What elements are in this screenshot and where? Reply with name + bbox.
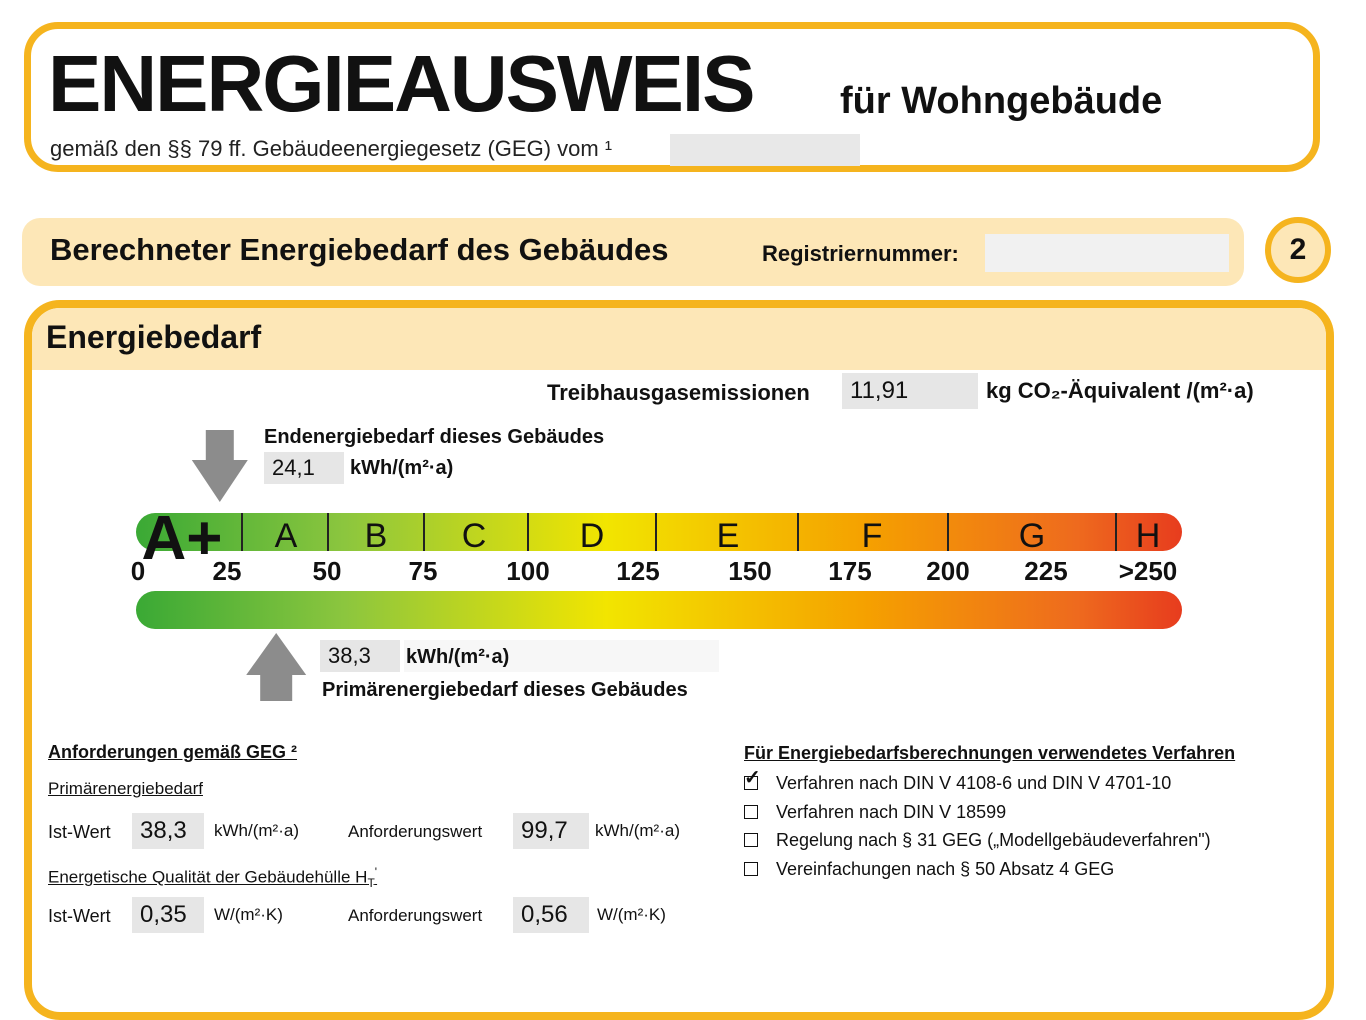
method-item[interactable] — [744, 767, 1172, 793]
ist-hull-unit: W/(m²·K) — [214, 905, 283, 924]
scale-gradient-bar — [136, 591, 1182, 629]
checkbox-icon[interactable] — [744, 862, 758, 876]
scale-class-label: H — [1135, 517, 1161, 555]
end-energy-label: Endenergiebedarf dieses Gebäudes — [264, 426, 605, 448]
legal-basis-text: gemäß den §§ 79 ff. Gebäudeenergiegesetz (GEG) vom ¹ — [50, 136, 613, 161]
requirements-heading: Anforderungen gemäß GEG ² — [48, 742, 298, 762]
ist-primary-unit: kWh/(m²·a) — [214, 821, 299, 840]
ist-hull-value: 0,35 — [132, 897, 204, 933]
method-label: Verfahren nach DIN V 4108-6 und DIN V 4701-10 — [776, 773, 1172, 793]
scale-tick-label: 175 — [828, 556, 872, 586]
scale-class-label: F — [861, 517, 883, 555]
document-subtitle: für Wohngebäude — [840, 80, 1163, 122]
issue-date-field[interactable] — [670, 134, 860, 166]
registration-label: Registriernummer: — [762, 241, 959, 266]
emissions-value: 11,91 — [842, 373, 978, 409]
anf-primary-unit: kWh/(m²·a) — [595, 821, 680, 840]
section-title: Berechneter Energiebedarf des Gebäudes — [50, 232, 669, 267]
primary-energy-unit: kWh/(m²·a) — [406, 646, 510, 668]
scale-tick-label: 100 — [506, 556, 550, 586]
scale-class-label: A+ — [141, 504, 223, 573]
method-item[interactable] — [744, 803, 1006, 821]
registration-number-field[interactable] — [985, 234, 1229, 272]
checkbox-icon[interactable] — [744, 833, 758, 847]
anf-primary-label: Anforderungswert — [348, 822, 483, 841]
scale-class-label: E — [716, 517, 740, 555]
primary-energy-value: 38,3 — [320, 640, 400, 672]
primary-energy-label: Primärenergiebedarf dieses Gebäudes — [322, 679, 688, 701]
scale-class-label: C — [461, 517, 487, 555]
method-item[interactable] — [744, 831, 1211, 849]
checkbox-checked-icon[interactable]: ✓ — [744, 767, 761, 789]
hull-heading-text: Energetische Qualität der Gebäudehülle H — [48, 867, 368, 887]
hull-heading-sub: T — [367, 876, 375, 891]
scale-class-label: D — [579, 517, 605, 555]
panel-title: Energiebedarf — [46, 319, 262, 355]
checkbox-icon[interactable] — [744, 805, 758, 819]
hull-quality-heading — [48, 866, 377, 889]
page-number-badge: 2 — [1265, 217, 1331, 283]
emissions-label: Treibhausgasemissionen — [547, 380, 810, 405]
ist-hull-label: Ist-Wert — [48, 906, 111, 926]
document-title: ENERGIEAUSWEIS — [48, 39, 754, 128]
scale-tick-label: 125 — [616, 556, 660, 586]
anf-hull-label: Anforderungswert — [348, 906, 483, 925]
emissions-unit: kg CO₂-Äquivalent /(m²·a) — [986, 378, 1254, 403]
end-energy-value: 24,1 — [264, 452, 344, 484]
primary-requirement-heading: Primärenergiebedarf — [48, 779, 203, 798]
method-item[interactable] — [744, 860, 1114, 878]
methods-heading: Für Energiebedarfsberechnungen verwendetes Verfahren — [744, 743, 1236, 763]
hull-heading-sup: ' — [374, 865, 378, 879]
end-energy-unit: kWh/(m²·a) — [350, 457, 454, 479]
scale-tick-label: 225 — [1024, 556, 1068, 586]
anf-hull-value: 0,56 — [513, 897, 589, 933]
scale-class-label: B — [364, 517, 388, 555]
method-label: Verfahren nach DIN V 18599 — [776, 802, 1007, 822]
scale-tick-label: 0 — [130, 556, 146, 586]
scale-tick-label: 150 — [728, 556, 772, 586]
scale-tick-label: 50 — [312, 556, 342, 586]
scale-tick-label: 200 — [926, 556, 970, 586]
method-label: Vereinfachungen nach § 50 Absatz 4 GEG — [776, 859, 1115, 879]
scale-tick-label: >250 — [1118, 556, 1178, 586]
method-label: Regelung nach § 31 GEG („Modellgebäudeverfahren") — [776, 830, 1211, 850]
scale-tick-label: 25 — [212, 556, 242, 586]
scale-class-label: G — [1018, 517, 1046, 555]
scale-tick-label: 75 — [408, 556, 438, 586]
anf-primary-value: 99,7 — [513, 813, 589, 849]
anf-hull-unit: W/(m²·K) — [597, 905, 666, 924]
ist-primary-label: Ist-Wert — [48, 822, 111, 842]
ist-primary-value: 38,3 — [132, 813, 204, 849]
scale-class-label: A — [274, 517, 298, 555]
